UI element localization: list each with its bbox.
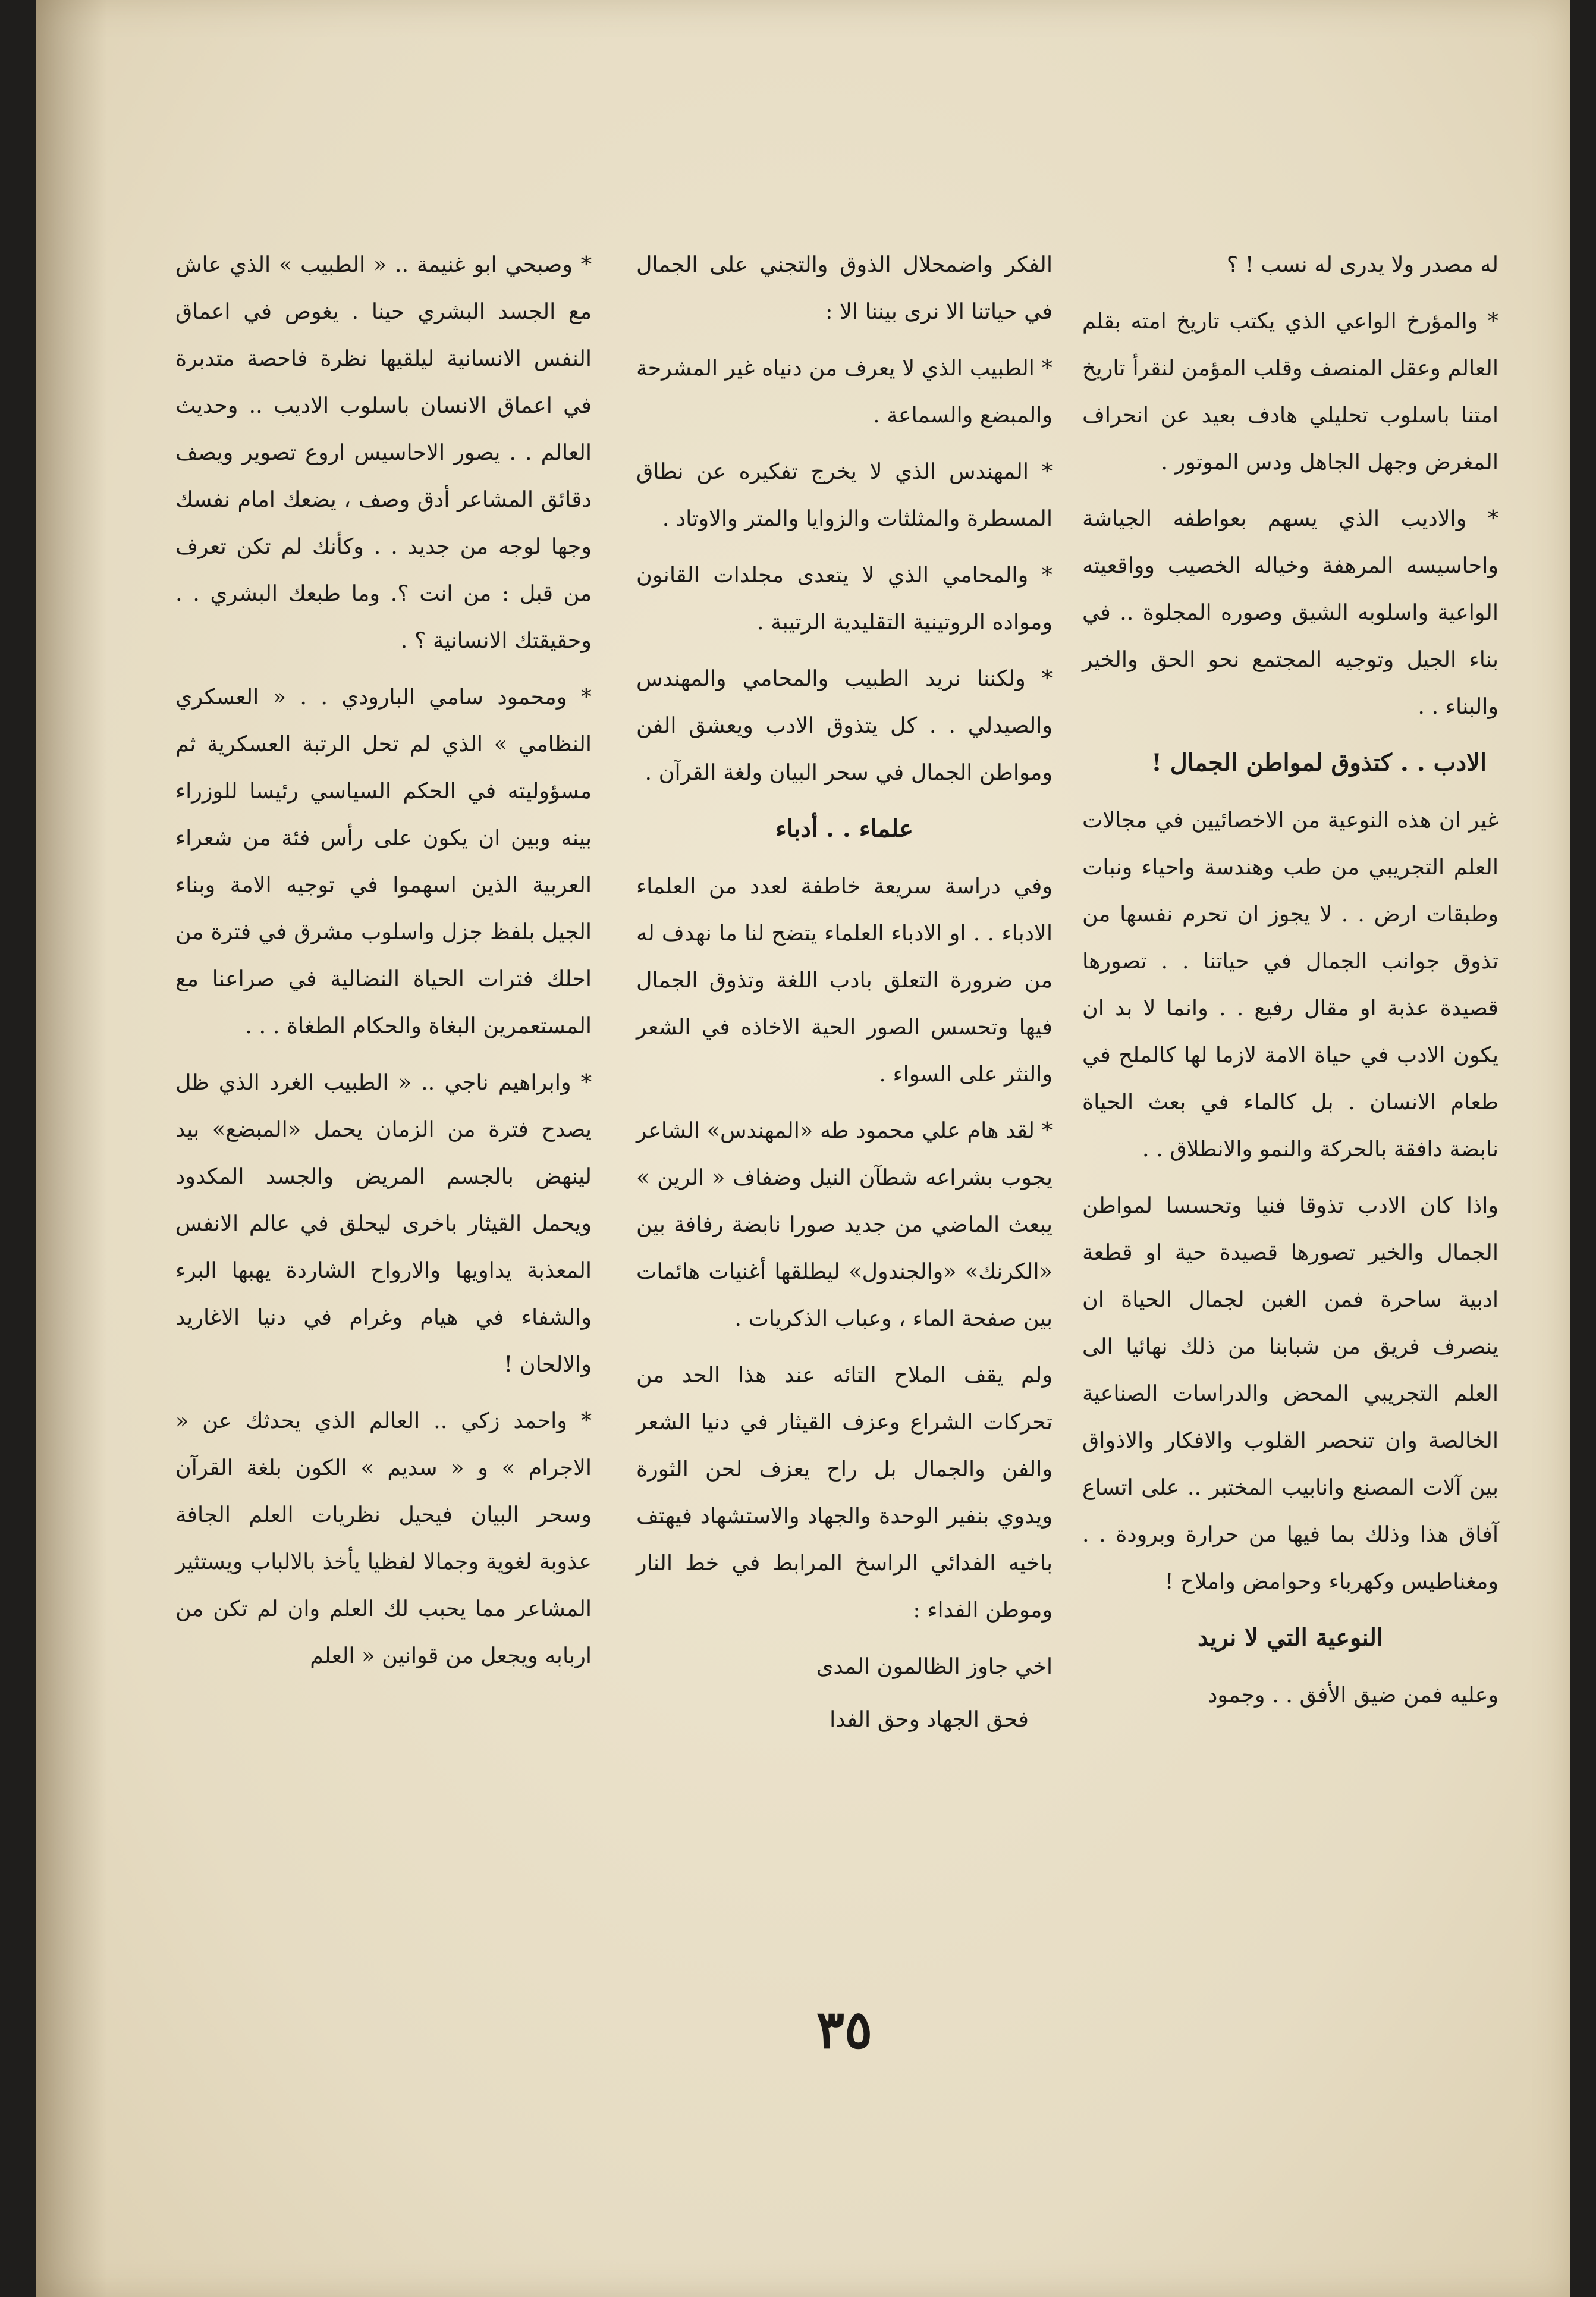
paragraph: واذا كان الادب تذوقا فنيا وتحسسا لمواطن الجمال والخير تصورها قصيدة حية او قطعة ادبية ساحرة فمن الغبن لجمال الحياة ان ينصرف فريق من شبابنا من ذلك نهائيا الى العلم التجريبي المحض والدراسات الصناعية الخالصة وان تنحصر القلوب والافكار والاذواق بين آلات المصنع وانابيب المختبر .. على اتساع آفاق هذا وذلك بما فيها من حرارة وبرودة . . ومغناطيس وكهرباء وحوامض واملاح !	[1082, 1193, 1498, 1594]
paragraph: وعليه فمن ضيق الأفق . . وجمود	[1208, 1682, 1498, 1708]
paragraph: * وابراهيم ناجي .. « الطبيب الغرد الذي ظل يصدح فترة من الزمان يحمل «المبضع» بيد لينهض بالجسم المريض والجسد المكدود ويحمل القيثار باخرى ليحلق في عالم الانفس المعذبة يداويها والارواح الشاردة يهبها البرء والشفاء في هيام وغرام في دنيا الاغاريد والالحان !	[175, 1069, 592, 1377]
paragraph: الفكر واضمحلال الذوق والتجني على الجمال في حياتنا الا نرى بيننا الا :	[636, 252, 1053, 324]
section-heading: الادب . . كتذوق لمواطن الجمال !	[1151, 749, 1487, 777]
paragraph: غير ان هذه النوعية من الاخصائيين في مجالات العلم التجريبي من طب وهندسة واحياء ونبات وطبقات ارض . . لا يجوز ان تحرم نفسها من تذوق جوانب الجمال في حياتنا . . تصورها قصيدة عذبة او مقال رفيع . . وانما لا بد ان يكون الادب في حياة الامة لازما لها كالملح في طعام الانسان . بل كالماء في بعث الحياة نابضة دافقة بالحركة والنمو والانطلاق . .	[1082, 807, 1498, 1162]
poem-verse: اخي جاوز الظالمون المدى	[816, 1653, 1053, 1679]
paragraph: * والمؤرخ الواعي الذي يكتب تاريخ امته بقلم العالم وعقل المنصف وقلب المؤمن لنقرأ تاريخ امتنا باسلوب تحليلي هادف بعيد عن انحراف المغرض وجهل الجاهل ودس الموتور .	[1082, 308, 1498, 475]
text-column-middle	[636, 241, 1053, 1749]
paragraph: * الطبيب الذي لا يعرف من دنياه غير المشرحة والمبضع والسماعة .	[636, 355, 1053, 428]
text-column-left	[175, 241, 592, 1689]
paragraph: * وصبحي ابو غنيمة .. « الطبيب » الذي عاش مع الجسد البشري حينا . يغوص في اعماق النفس الانسانية ليلقيها نظرة فاحصة متدبرة في اعماق الانسان باسلوب الاديب .. وحديث العالم . . يصور الاحاسيس اروع تصوير ويصف دقائق المشاعر أدق وصف ، يضعك امام نفسك وجها لوجه من جديد . . وكأنك لم تكن تعرف من قبل : من انت ؟. وما طبعك البشري . . وحقيقتك الانسانية ؟ .	[175, 252, 592, 653]
paragraph: له مصدر ولا يدرى له نسب ! ؟	[1226, 252, 1498, 277]
paragraph: وفي دراسة سريعة خاطفة لعدد من العلماء الادباء . . او الادباء العلماء يتضح لنا ما نهدف له من ضرورة التعلق بادب اللغة وتذوق الجمال فيها وتحسس الصور الحية الاخاذه في الشعر والنثر على السواء .	[636, 873, 1053, 1087]
section-heading: علماء . . أدباء	[775, 815, 913, 843]
paragraph: * لقد هام علي محمود طه «المهندس» الشاعر يجوب بشراعه شطآن النيل وضفاف « الرين » يبعث الماضي من جديد صورا نابضة رفافة بين «الكرنك» «والجندول» ليطلقها أغنيات هائمات بين صفحة الماء ، وعباب الذكريات .	[636, 1118, 1053, 1331]
magazine-page	[36, 0, 1570, 2297]
paragraph: * والمحامي الذي لا يتعدى مجلدات القانون ومواده الروتينية التقليدية الرتيبة .	[636, 562, 1053, 635]
section-heading: النوعية التي لا نريد	[1197, 1624, 1384, 1652]
paragraph: * ومحمود سامي البارودي . . « العسكري النظامي » الذي لم تحل الرتبة العسكرية ثم مسؤوليته في الحكم السياسي رئيسا للوزراء بينه وبين ان يكون على رأس فئة من شعراء العربية الذين اسهموا في توجيه الامة وبناء الجيل بلفظ جزل واسلوب مشرق في فترة من احلك فترات الحياة النضالية في صراعنا مع المستعمرين البغاة والحكام الطغاة . . .	[175, 684, 592, 1038]
paragraph: * ولكننا نريد الطبيب والمحامي والمهندس والصيدلي . . كل يتذوق الادب ويعشق الفن ومواطن الجمال في سحر البيان ولغة القرآن .	[636, 666, 1053, 785]
paragraph: * واحمد زكي .. العالم الذي يحدثك عن « الاجرام » و « سديم » الكون بلغة القرآن وسحر البيان فيحيل نظريات العلم الجافة عذوبة لغوية وجمالا لفظيا يأخذ بالالباب ويستثير المشاعر مما يحبب لك العلم وان لم تكن من اربابه ويجعل من قوانين « العلم	[175, 1408, 592, 1668]
poem-verse: فحق الجهاد وحق الفدا	[830, 1706, 1029, 1732]
text-column-right	[1082, 241, 1498, 1728]
binding-shadow	[36, 0, 107, 2297]
paragraph: * والاديب الذي يسهم بعواطفه الجياشة واحاسيسه المرهفة وخياله الخصيب وواقعيته الواعية واسلوبه الشيق وصوره المجلوة .. في بناء الجيل وتوجيه المجتمع نحو الحق والخير والبناء . .	[1082, 506, 1498, 719]
paragraph: * المهندس الذي لا يخرج تفكيره عن نطاق المسطرة والمثلثات والزوايا والمتر والاوتاد .	[636, 459, 1053, 531]
page-number: ٣٥	[816, 1998, 873, 2060]
paragraph: ولم يقف الملاح التائه عند هذا الحد من تحركات الشراع وعزف القيثار في دنيا الشعر والفن والجمال بل راح يعزف لحن الثورة ويدوي بنفير الوحدة والجهاد والاستشهاد فيهتف باخيه الفدائي الراسخ المرابط في خط النار وموطن الفداء :	[636, 1362, 1053, 1623]
